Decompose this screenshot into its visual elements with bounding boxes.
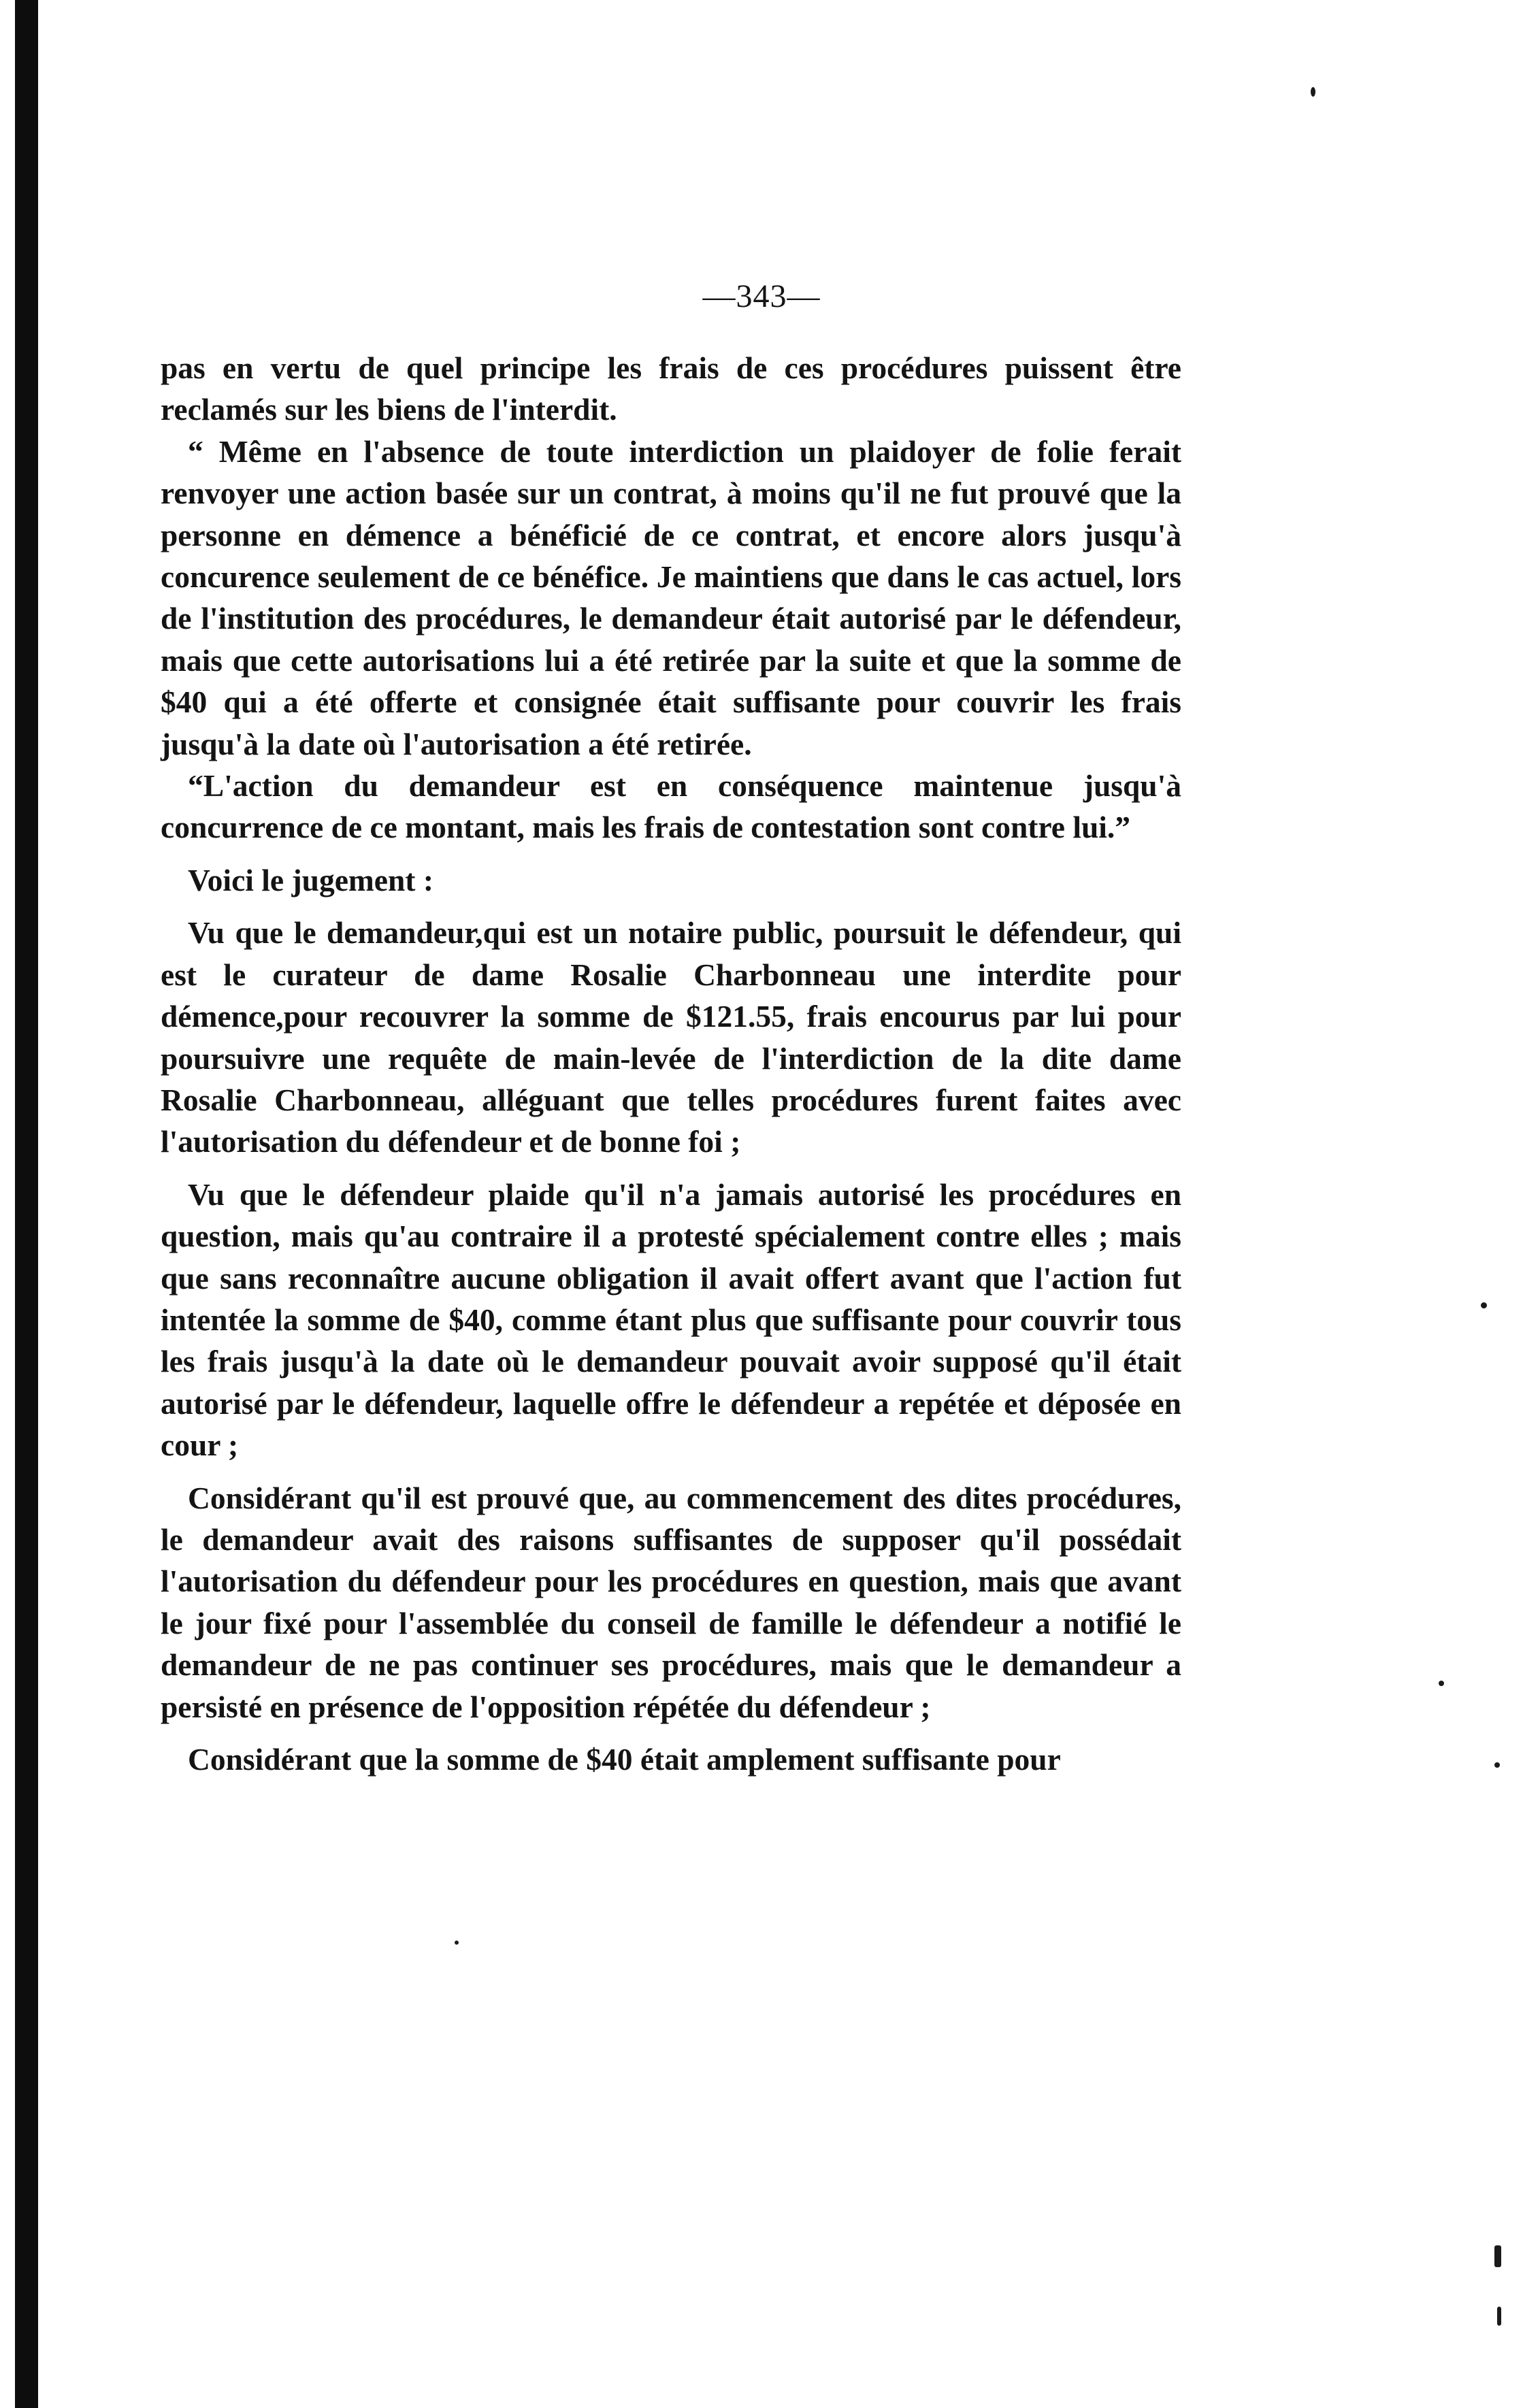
paragraph: Voici le jugement : [188, 862, 433, 897]
scan-speck [1481, 1302, 1487, 1308]
paragraph: pas en vertu de quel principe les frais de ces procédures puissent être reclamés sur les biens de l'interdit. [161, 350, 1181, 427]
paragraph: Considérant qu'il est prouvé que, au commencement des dites procédures, le demandeur avait des raisons suffisantes de supposer qu'il possédait l'autorisation du défendeur pour les procédures en question, mais que avant le jour fixé pour l'assemblée du conseil de famille le défendeur a notifié le demandeur de ne pas continuer ses procédures, mais que le demandeur a persisté en présence de l'opposition répétée du défendeur ; [161, 1480, 1181, 1724]
scan-speck [1439, 1681, 1444, 1686]
paragraph: Vu que le demandeur,qui est un notaire public, poursuit le défendeur, qui est le curateur de dame Rosalie Charbonneau une interdite pour démence,pour recouvrer la somme de $121.55, frais encourus par lui pour poursuivre une requête de main-levée de l'interdiction de la dite dame Rosalie Charbonneau, alléguant que telles procédures furent faites avec l'autorisation du défendeur et de bonne foi ; [161, 915, 1181, 1159]
scan-speck [1494, 2245, 1501, 2267]
scan-binding-edge [15, 0, 38, 2408]
paragraph: Considérant que la somme de $40 était amplement suffisante pour [188, 1742, 1061, 1777]
paragraph: “ Même en l'absence de toute interdiction un plaidoyer de folie ferait renvoyer une action basée sur un contrat, à moins qu'il ne fut prouvé que la personne en démence a bénéficié de ce contrat, et encore alors jusqu'à concurence seulement de ce bénéfice. Je maintiens que dans le cas actuel, lors de l'institution des procédures, le demandeur était autorisé par le défendeur, mais que cette autorisations lui a été retirée par la suite et que la somme de $40 qui a été offerte et consignée était suffisante pour couvrir les frais jusqu'à la date où l'autorisation a été retirée. [161, 433, 1181, 761]
scan-speck [1311, 87, 1315, 97]
scan-speck [1497, 2307, 1501, 2326]
body-text [161, 347, 1181, 1780]
paragraph: “L'action du demandeur est en conséquence maintenue jusqu'à concurrence de ce montant, mais les frais de contestation sont contre lui.” [161, 768, 1181, 845]
scan-speck [1494, 1762, 1500, 1768]
scan-speck [455, 1941, 459, 1945]
paragraph: Vu que le défendeur plaide qu'il n'a jamais autorisé les procédures en question, mais qu'au contraire il a protesté spécialement contre elles ; mais que sans reconnaître aucune obligation il avait offert avant que l'action fut intentée la somme de $40, comme étant plus que suffisante pour couvrir tous les frais jusqu'à la date où le demandeur pouvait avoir supposé qu'il était autorisé par le défendeur, laquelle offre le défendeur a repétée et déposée en cour ; [161, 1176, 1181, 1463]
page-number: —343— [702, 278, 821, 314]
